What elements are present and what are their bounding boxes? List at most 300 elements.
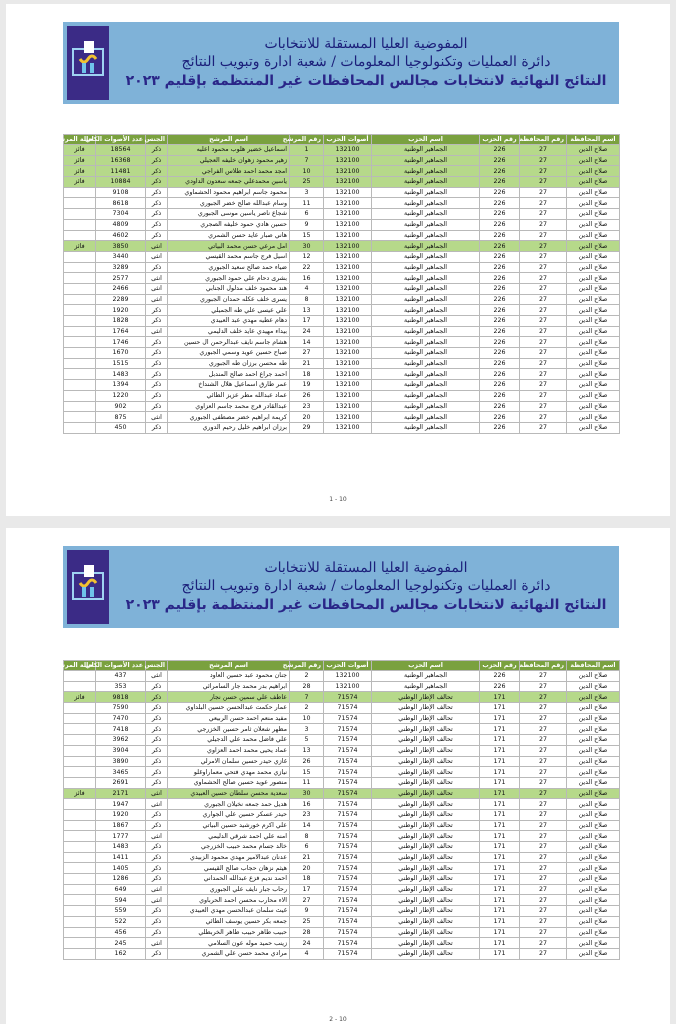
department-name: دائرة العمليات وتكنولوجيا المعلومات / شعبة ادارة وتبويب النتائج — [181, 54, 551, 70]
table-row — [64, 884, 620, 895]
page-number: 1 - 10 — [329, 496, 347, 503]
table-cell: 875 — [96, 412, 146, 423]
table-cell: 27 — [520, 884, 567, 895]
table-cell: 132100 — [324, 166, 372, 177]
table-cell: عمار حكمت عبدالحسن حسين البلداوي — [168, 703, 290, 714]
table-cell: نيازي محمد مهدي فتحي معماراوغلو — [168, 767, 290, 778]
table-cell: 23 — [290, 809, 324, 820]
table-cell — [64, 412, 96, 423]
table-cell: عاطف علي سمين حسن نجار — [168, 692, 290, 703]
table-cell: 649 — [96, 884, 146, 895]
table-cell: هشام جاسم نايف عبدالرحمن ال حسين — [168, 337, 290, 348]
table-cell: ياسين محمدعلي جمعه سعدون الداودي — [168, 177, 290, 188]
table-cell — [64, 273, 96, 284]
table-cell: ذكر — [146, 735, 168, 746]
table-cell — [64, 831, 96, 842]
table-cell: 17 — [290, 316, 324, 327]
table-cell: 132100 — [324, 145, 372, 156]
table-cell: 18564 — [96, 145, 146, 156]
table-cell: صلاح الدين — [567, 948, 620, 959]
table-cell: 28 — [290, 681, 324, 692]
table-cell — [64, 671, 96, 682]
table-cell: 1947 — [96, 799, 146, 810]
table-cell: 24 — [290, 326, 324, 337]
table-row — [64, 337, 620, 348]
table-cell: 132100 — [324, 412, 372, 423]
table-cell: 132100 — [324, 187, 372, 198]
table-cell: صلاح الدين — [567, 177, 620, 188]
table-cell: 3 — [290, 724, 324, 735]
table-cell: الجماهير الوطنية — [372, 155, 480, 166]
table-cell: انثى — [146, 283, 168, 294]
table-cell: 226 — [480, 671, 520, 682]
table-cell: ذكر — [146, 767, 168, 778]
table-cell: 71574 — [324, 842, 372, 853]
table-cell: 226 — [480, 305, 520, 316]
table-cell: 1764 — [96, 326, 146, 337]
table-cell: ذكر — [146, 337, 168, 348]
table-cell — [64, 681, 96, 692]
table-cell: 226 — [480, 166, 520, 177]
table-cell: احمد جراع احمد صالح المندبل — [168, 369, 290, 380]
table-cell: الجماهير الوطنية — [372, 681, 480, 692]
table-cell: 9 — [290, 219, 324, 230]
table-cell — [64, 948, 96, 959]
table-cell: 27 — [520, 348, 567, 359]
table-cell: انثى — [146, 788, 168, 799]
table-cell: 594 — [96, 895, 146, 906]
commission-name: المفوضية العليا المستقلة للانتخابات — [264, 560, 468, 576]
table-row — [64, 745, 620, 756]
table-cell — [64, 422, 96, 433]
table-cell: صلاح الدين — [567, 283, 620, 294]
table-cell: 132100 — [324, 241, 372, 252]
table-cell: الجماهير الوطنية — [372, 209, 480, 220]
table-row — [64, 262, 620, 273]
table-cell: 3850 — [96, 241, 146, 252]
table-cell — [64, 735, 96, 746]
table-cell: حبيب طاهر حبيب طاهر الخربطلي — [168, 927, 290, 938]
table-row — [64, 326, 620, 337]
table-row — [64, 767, 620, 778]
table-cell: 171 — [480, 927, 520, 938]
table-cell: تحالف الإطار الوطني — [372, 863, 480, 874]
document-page-2 — [6, 528, 670, 1024]
table-row — [64, 874, 620, 885]
table-cell: صلاح الدين — [567, 831, 620, 842]
table-cell: تحالف الإطار الوطني — [372, 703, 480, 714]
table-cell: كريمة ابراهيم خضر مصطفى الجبوري — [168, 412, 290, 423]
table-cell: هاني صبار عايد حسن الشمري — [168, 230, 290, 241]
table-cell: ذكر — [146, 305, 168, 316]
table-cell: تحالف الإطار الوطني — [372, 948, 480, 959]
table-row — [64, 305, 620, 316]
table-cell: صلاح الدين — [567, 756, 620, 767]
table-cell: 27 — [520, 380, 567, 391]
table-cell: 226 — [480, 358, 520, 369]
table-cell: 7304 — [96, 209, 146, 220]
table-cell: صلاح الدين — [567, 316, 620, 327]
table-cell: انثى — [146, 251, 168, 262]
table-cell: 132100 — [324, 326, 372, 337]
table-cell: تحالف الإطار الوطني — [372, 938, 480, 949]
table-cell: 171 — [480, 745, 520, 756]
table-cell: صلاح الدين — [567, 337, 620, 348]
table-cell: ذكر — [146, 756, 168, 767]
table-cell: 132100 — [324, 219, 372, 230]
table-cell: ذكر — [146, 681, 168, 692]
table-cell: الجماهير الوطنية — [372, 241, 480, 252]
table-cell: 3465 — [96, 767, 146, 778]
column-header: رقم المرشح — [290, 661, 324, 671]
column-header: اسم المرشح — [168, 135, 290, 145]
table-cell — [64, 198, 96, 209]
table-cell — [64, 895, 96, 906]
table-cell: تحالف الإطار الوطني — [372, 842, 480, 853]
table-cell: انثى — [146, 938, 168, 949]
table-cell: 3890 — [96, 756, 146, 767]
table-cell: هيثم نزهان حجاب صالح القيسي — [168, 863, 290, 874]
page-number: 2 - 10 — [329, 1016, 347, 1023]
table-cell: 171 — [480, 756, 520, 767]
table-cell: 10 — [290, 713, 324, 724]
table-cell: فائز — [64, 788, 96, 799]
table-row — [64, 294, 620, 305]
table-cell: زهير محمود زهوان خليفه العجيلي — [168, 155, 290, 166]
table-row — [64, 348, 620, 359]
table-cell: 132100 — [324, 348, 372, 359]
table-row — [64, 820, 620, 831]
table-cell: 1220 — [96, 390, 146, 401]
table-row — [64, 735, 620, 746]
table-cell: فائز — [64, 166, 96, 177]
table-cell: 4 — [290, 948, 324, 959]
table-cell: 171 — [480, 895, 520, 906]
table-row — [64, 166, 620, 177]
table-cell: علي اكرم خورشيد حسين البياتي — [168, 820, 290, 831]
table-cell: 27 — [520, 692, 567, 703]
table-cell: 27 — [520, 358, 567, 369]
table-cell: 171 — [480, 809, 520, 820]
table-cell: صلاح الدين — [567, 809, 620, 820]
table-cell: اسيل فرج جاسم محمد القيسي — [168, 251, 290, 262]
table-cell: امل مرعي حسن محمد البياتي — [168, 241, 290, 252]
table-cell: 132100 — [324, 273, 372, 284]
table-cell: 437 — [96, 671, 146, 682]
table-cell: بشرى دحام علي حمود الجبوري — [168, 273, 290, 284]
table-cell: 27 — [520, 799, 567, 810]
table-cell: فائز — [64, 692, 96, 703]
table-row — [64, 380, 620, 391]
table-cell: 26 — [290, 390, 324, 401]
table-cell: 171 — [480, 842, 520, 853]
table-cell — [64, 767, 96, 778]
table-cell: 27 — [520, 756, 567, 767]
table-cell: صلاح الدين — [567, 713, 620, 724]
table-cell: 1828 — [96, 316, 146, 327]
table-cell: 1920 — [96, 305, 146, 316]
table-cell: 226 — [480, 262, 520, 273]
table-cell: انثى — [146, 241, 168, 252]
table-cell: 2171 — [96, 788, 146, 799]
table-cell: 2289 — [96, 294, 146, 305]
table-cell: 27 — [520, 316, 567, 327]
table-row — [64, 938, 620, 949]
table-cell: 71574 — [324, 820, 372, 831]
table-row — [64, 316, 620, 327]
table-cell — [64, 337, 96, 348]
table-cell: تحالف الإطار الوطني — [372, 735, 480, 746]
table-row — [64, 273, 620, 284]
table-cell: وسام عبدالله صالح خضر الجبوري — [168, 198, 290, 209]
table-cell: ذكر — [146, 209, 168, 220]
table-row — [64, 799, 620, 810]
table-cell: علي فاضل محمد علي الدجيلي — [168, 735, 290, 746]
table-cell: 4809 — [96, 219, 146, 230]
column-header: الجنس — [146, 661, 168, 671]
table-cell: الجماهير الوطنية — [372, 380, 480, 391]
table-cell: صلاح الدين — [567, 294, 620, 305]
table-cell: ذكر — [146, 401, 168, 412]
table-cell: فائز — [64, 241, 96, 252]
table-cell: 132100 — [324, 316, 372, 327]
table-cell: 132100 — [324, 198, 372, 209]
table-cell: 9 — [290, 906, 324, 917]
table-row — [64, 422, 620, 433]
column-header: حالة المرشح — [64, 661, 96, 671]
table-cell: 27 — [520, 262, 567, 273]
column-header: رقم الحزب — [480, 661, 520, 671]
table-cell: صلاح الدين — [567, 358, 620, 369]
table-cell: 14 — [290, 820, 324, 831]
table-cell: صلاح الدين — [567, 681, 620, 692]
table-row — [64, 703, 620, 714]
table-cell: انثى — [146, 294, 168, 305]
table-cell: صلاح الدين — [567, 166, 620, 177]
table-cell: 162 — [96, 948, 146, 959]
table-cell: 1 — [290, 145, 324, 156]
table-cell: 20 — [290, 863, 324, 874]
table-cell — [64, 187, 96, 198]
table-cell: ابراهيم بدر محمد جار السامرائي — [168, 681, 290, 692]
table-row — [64, 671, 620, 682]
table-cell: ذكر — [146, 842, 168, 853]
table-row — [64, 788, 620, 799]
table-cell: فائز — [64, 177, 96, 188]
table-cell: امجد محمد احمد طلاس الفراجي — [168, 166, 290, 177]
table-cell — [64, 703, 96, 714]
table-cell: اسماعيل خضير هلوب محمود اعليه — [168, 145, 290, 156]
table-row — [64, 692, 620, 703]
table-cell: صلاح الدين — [567, 230, 620, 241]
table-cell: صلاح الدين — [567, 155, 620, 166]
table-cell: تحالف الإطار الوطني — [372, 756, 480, 767]
table-cell: صلاح الدين — [567, 852, 620, 863]
table-cell: انثى — [146, 895, 168, 906]
table-cell: 2 — [290, 671, 324, 682]
table-cell: انثى — [146, 884, 168, 895]
table-cell — [64, 906, 96, 917]
table-row — [64, 756, 620, 767]
table-cell: 27 — [520, 177, 567, 188]
table-cell: ذكر — [146, 187, 168, 198]
table-cell: 1405 — [96, 863, 146, 874]
table-cell: تحالف الإطار الوطني — [372, 927, 480, 938]
table-cell: 171 — [480, 703, 520, 714]
table-cell: 559 — [96, 906, 146, 917]
ihec-logo-icon — [67, 26, 109, 100]
table-cell: 171 — [480, 852, 520, 863]
table-cell: محمود جاسم ابراهيم محمود الحشماوي — [168, 187, 290, 198]
table-cell: زينب حميد موله عون السلامي — [168, 938, 290, 949]
table-cell: 7418 — [96, 724, 146, 735]
table-cell: 2691 — [96, 777, 146, 788]
table-cell: صلاح الدين — [567, 842, 620, 853]
table-cell: صلاح الدين — [567, 198, 620, 209]
table-cell: الجماهير الوطنية — [372, 358, 480, 369]
table-cell: 7590 — [96, 703, 146, 714]
table-cell — [64, 927, 96, 938]
table-cell: ذكر — [146, 166, 168, 177]
column-header: عدد الأصوات الكلي — [96, 135, 146, 145]
table-cell: 171 — [480, 713, 520, 724]
table-cell: 7 — [290, 155, 324, 166]
table-cell — [64, 401, 96, 412]
table-cell: 226 — [480, 187, 520, 198]
table-cell: تحالف الإطار الوطني — [372, 799, 480, 810]
table-cell: 27 — [520, 283, 567, 294]
table-cell: 8618 — [96, 198, 146, 209]
table-cell: هديل حمد جمعه نخيلان الجبوري — [168, 799, 290, 810]
commission-name: المفوضية العليا المستقلة للانتخابات — [264, 36, 468, 52]
table-cell: 12 — [290, 251, 324, 262]
table-cell: صلاح الدين — [567, 262, 620, 273]
column-header: اسم الحزب — [372, 661, 480, 671]
table-cell: انثى — [146, 273, 168, 284]
table-cell: صلاح الدين — [567, 671, 620, 682]
table-cell: 226 — [480, 369, 520, 380]
table-cell: 71574 — [324, 938, 372, 949]
table-cell: 226 — [480, 401, 520, 412]
header-banner — [63, 546, 619, 628]
table-cell: الجماهير الوطنية — [372, 348, 480, 359]
table-cell: 226 — [480, 241, 520, 252]
table-cell: 226 — [480, 283, 520, 294]
table-row — [64, 390, 620, 401]
table-cell: ذكر — [146, 219, 168, 230]
table-cell: 171 — [480, 788, 520, 799]
table-row — [64, 219, 620, 230]
table-cell: 27 — [520, 777, 567, 788]
table-cell: مظهر شعلان ثامر حسين الخزرجي — [168, 724, 290, 735]
table-cell: ذكر — [146, 358, 168, 369]
table-cell: 171 — [480, 884, 520, 895]
table-cell: ذكر — [146, 155, 168, 166]
table-cell: 6 — [290, 209, 324, 220]
table-cell: 71574 — [324, 852, 372, 863]
table-cell — [64, 938, 96, 949]
table-cell: 21 — [290, 358, 324, 369]
table-cell: تحالف الإطار الوطني — [372, 777, 480, 788]
table-cell: مرادي محمد حسن علي الشمري — [168, 948, 290, 959]
table-cell: 27 — [520, 166, 567, 177]
table-cell: 226 — [480, 209, 520, 220]
column-header: حالة المرشح — [64, 135, 96, 145]
table-cell: 171 — [480, 831, 520, 842]
table-cell: 226 — [480, 177, 520, 188]
table-cell: 171 — [480, 863, 520, 874]
table-cell: ذكر — [146, 703, 168, 714]
table-row — [64, 724, 620, 735]
table-cell: صلاح الدين — [567, 187, 620, 198]
table-cell: غيث سلمان عبدالحسن مهدي العبيدي — [168, 906, 290, 917]
table-cell: تحالف الإطار الوطني — [372, 767, 480, 778]
table-cell — [64, 294, 96, 305]
table-cell: 14 — [290, 337, 324, 348]
table-cell: 902 — [96, 401, 146, 412]
table-cell: بيداء مهيدي عايد خلف الدليمي — [168, 326, 290, 337]
table-cell: صلاح الدين — [567, 145, 620, 156]
table-cell: 226 — [480, 390, 520, 401]
table-cell: صلاح الدين — [567, 799, 620, 810]
table-cell: الاء محارب محسن احمد الحرباوي — [168, 895, 290, 906]
table-cell: 22 — [290, 262, 324, 273]
table-cell — [64, 884, 96, 895]
table-row — [64, 209, 620, 220]
table-cell: 132100 — [324, 262, 372, 273]
table-cell — [64, 380, 96, 391]
table-row — [64, 145, 620, 156]
column-header: اسم المحافظة — [567, 661, 620, 671]
table-cell: 71574 — [324, 874, 372, 885]
table-cell: 20 — [290, 412, 324, 423]
table-cell: 71574 — [324, 767, 372, 778]
table-cell: صلاح الدين — [567, 390, 620, 401]
table-cell: فائز — [64, 145, 96, 156]
table-cell: 27 — [520, 916, 567, 927]
table-cell: 27 — [520, 219, 567, 230]
table-cell: يسرى خلف عكله حمدان الجبوري — [168, 294, 290, 305]
table-cell: 3440 — [96, 251, 146, 262]
table-cell: جمعه بكر حسين يوسف الطائي — [168, 916, 290, 927]
table-cell: صلاح الدين — [567, 412, 620, 423]
table-cell: تحالف الإطار الوطني — [372, 809, 480, 820]
table-cell: 27 — [520, 820, 567, 831]
column-header: عدد الأصوات الكلي — [96, 661, 146, 671]
table-cell — [64, 852, 96, 863]
table-cell: ذكر — [146, 145, 168, 156]
column-header: الجنس — [146, 135, 168, 145]
table-cell: 27 — [520, 294, 567, 305]
table-cell: 1777 — [96, 831, 146, 842]
table-cell — [64, 209, 96, 220]
table-cell: 27 — [520, 895, 567, 906]
table-cell: 132100 — [324, 390, 372, 401]
table-cell: 27 — [520, 842, 567, 853]
table-cell: ذكر — [146, 262, 168, 273]
table-cell: الجماهير الوطنية — [372, 326, 480, 337]
table-cell: ذكر — [146, 852, 168, 863]
table-row — [64, 283, 620, 294]
table-cell: 226 — [480, 155, 520, 166]
table-cell: صلاح الدين — [567, 401, 620, 412]
table-cell: صلاح الدين — [567, 241, 620, 252]
table-cell: 71574 — [324, 831, 372, 842]
table-row — [64, 927, 620, 938]
table-cell: 226 — [480, 145, 520, 156]
table-cell: 71574 — [324, 724, 372, 735]
table-cell: صلاح الدين — [567, 273, 620, 284]
